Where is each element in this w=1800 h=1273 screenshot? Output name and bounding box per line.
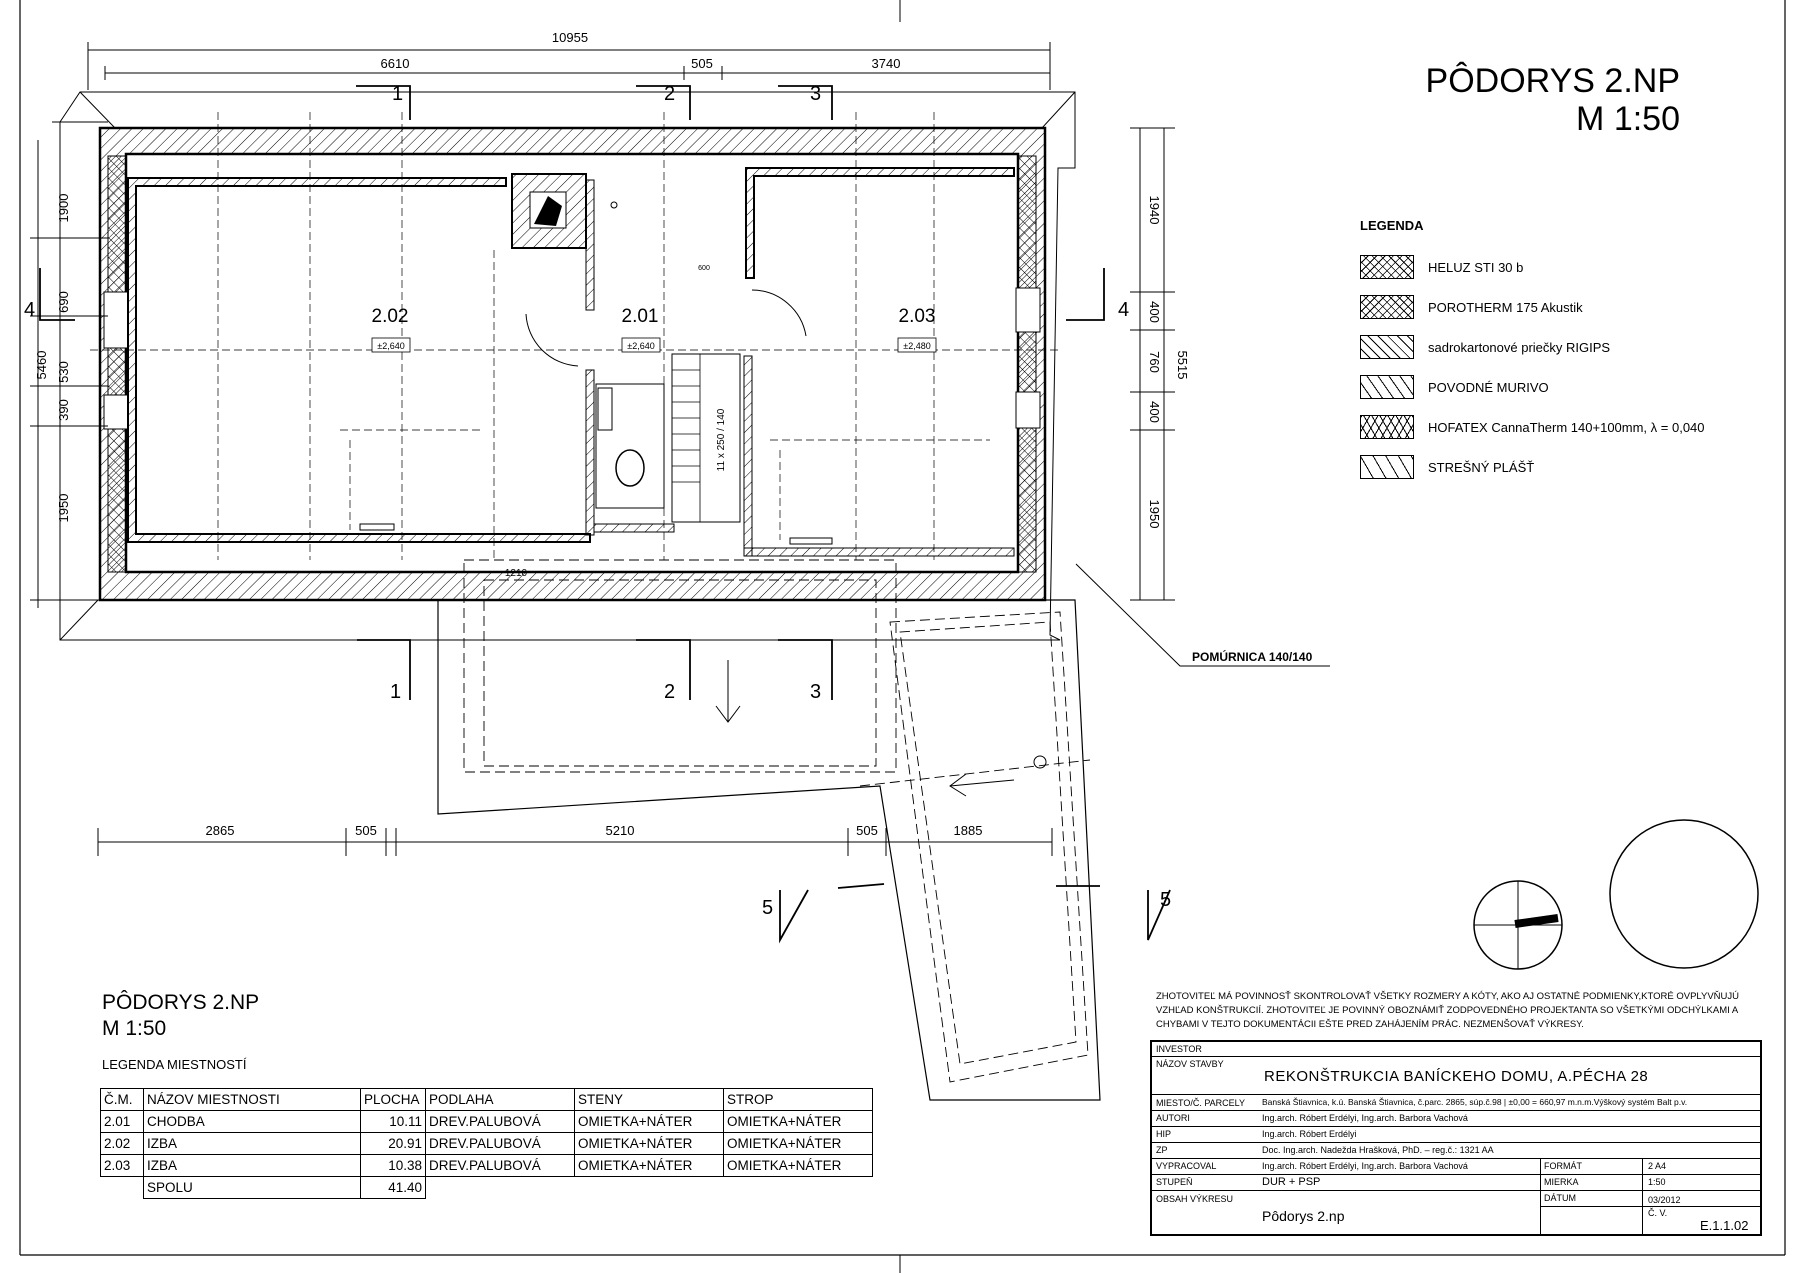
- dim-left-a: 1900: [56, 193, 71, 223]
- shower: [598, 388, 612, 430]
- legend-item: [1360, 447, 1705, 487]
- cell: OMIETKA+NÁTER: [724, 1111, 873, 1133]
- tb-label: DÁTUM: [1544, 1193, 1576, 1203]
- window-right: [1016, 288, 1040, 332]
- dim-left-d: 390: [56, 399, 71, 421]
- cell: DREV.PALUBOVÁ: [426, 1111, 575, 1133]
- cell: DREV.PALUBOVÁ: [426, 1133, 575, 1155]
- radiator: [360, 524, 394, 530]
- room-203-walls: [746, 168, 1014, 278]
- dim-right-total: 5515: [1175, 350, 1190, 380]
- tb-label: MIERKA: [1544, 1177, 1579, 1187]
- col-header: STENY: [575, 1089, 724, 1111]
- cell: OMIETKA+NÁTER: [724, 1155, 873, 1177]
- section-3-bottom: 3: [810, 681, 822, 703]
- room-id-201: 2.01: [621, 306, 659, 327]
- legend-item: [1360, 327, 1705, 367]
- room-schedule-title: [102, 990, 259, 1042]
- cell-empty: [101, 1177, 144, 1199]
- cell: OMIETKA+NÁTER: [575, 1111, 724, 1133]
- partition-wall: [586, 180, 594, 310]
- title-block: [1150, 1040, 1762, 1236]
- stage: DUR + PSP: [1262, 1176, 1321, 1188]
- project-location: Banská Štiavnica, k.ú. Banská Štiavnica, č.parc. 2865, súp.č.98 | ±0,00 = 660,97 m.n.m.Výškový systém Balt p.v.: [1262, 1097, 1688, 1107]
- col-header: PODLAHA: [426, 1089, 575, 1111]
- drawing-scale: M 1:50: [1576, 100, 1680, 138]
- room-level-203: ±2,480: [903, 341, 931, 351]
- dim-bottom-1: 2865: [205, 823, 235, 838]
- date: 03/2012: [1648, 1195, 1681, 1205]
- stamp-circle: [1610, 820, 1758, 968]
- dim-bottom-5: 1885: [953, 823, 983, 838]
- section-2-bottom: 2: [664, 681, 676, 703]
- material-legend: [1360, 218, 1705, 487]
- room-id-202: 2.02: [371, 306, 409, 327]
- zp: Doc. Ing.arch. Nadežda Hrašková, PhD. – reg.č.: 1321 AA: [1262, 1145, 1494, 1155]
- legend-swatch: [1360, 375, 1414, 399]
- door-swing: [526, 314, 578, 366]
- beam-label: POMÚRNICA 140/140: [1192, 650, 1313, 664]
- tb-label: OBSAH VÝKRESU: [1156, 1194, 1234, 1204]
- legend-swatch: [1360, 335, 1414, 359]
- partition-wall: [744, 548, 1014, 556]
- legend-swatch: [1360, 415, 1414, 439]
- tb-label: INVESTOR: [1156, 1044, 1202, 1054]
- dimension-lines: [30, 42, 1175, 856]
- cell: DREV.PALUBOVÁ: [426, 1155, 575, 1177]
- hip: Ing.arch. Róbert Erdélyi: [1262, 1129, 1357, 1139]
- cell-empty: [575, 1177, 724, 1199]
- cell: OMIETKA+NÁTER: [575, 1133, 724, 1155]
- section-4-left: 4: [24, 299, 36, 321]
- prepared-by: Ing.arch. Róbert Erdélyi, Ing.arch. Barbora Vachová: [1262, 1161, 1468, 1171]
- cell: 2.01: [101, 1111, 144, 1133]
- stair-treads: [672, 354, 700, 522]
- room-id-203: 2.03: [898, 306, 936, 327]
- legend-label: sadrokartonové priečky RIGIPS: [1428, 339, 1611, 355]
- tb-label: STUPEŇ: [1156, 1177, 1193, 1187]
- legend-item: [1360, 367, 1705, 407]
- legend-item: [1360, 287, 1705, 327]
- cell: IZBA: [144, 1155, 361, 1177]
- authors: Ing.arch. Róbert Erdélyi, Ing.arch. Barbora Vachová: [1262, 1113, 1468, 1123]
- drawing-content: Pôdorys 2.np: [1262, 1208, 1345, 1224]
- slope-arrow: [950, 780, 1014, 786]
- dim-total-top: 10955: [551, 30, 589, 45]
- legend-swatch: [1360, 255, 1414, 279]
- legend-label: POROTHERM 175 Akustik: [1428, 299, 1583, 315]
- dim-bottom-2: 505: [355, 823, 377, 838]
- section-4-right: 4: [1118, 299, 1130, 321]
- contractor-note: ZHOTOVITEĽ MÁ POVINNOSŤ SKONTROLOVAŤ VŠETKY ROZMERY A KÓTY, AKO AJ OSTATNÉ PODMIENKY,KTORÉ OVPLYVŇUJÚ VZHĽAD KONŠTRUKCIÍ. ZHOTOVITEĽ JE POVINNÝ OBOZNÁMIŤ ZODPOVEDNÉHO PROJEKTANTA SO VŠETKÝMI ODCHÝLKAMI A CHYBAMI V TEJTO DOKUMENTÁCII EŠTE PRED ZAHÁJENÍM PRÁC. NEZMENŠOVAŤ VÝKRESY.: [1156, 991, 1739, 1030]
- cell: IZBA: [144, 1133, 361, 1155]
- cell-empty: [426, 1177, 575, 1199]
- room-schedule-title-line1: PÔDORYS 2.NP: [102, 991, 260, 1014]
- drawing-number: E.1.1.02: [1700, 1218, 1749, 1233]
- section-1-bottom: 1: [390, 681, 402, 703]
- dim-right-a: 1940: [1147, 195, 1162, 225]
- table-row: [101, 1155, 873, 1177]
- col-header: STROP: [724, 1089, 873, 1111]
- dim-right-d: 400: [1147, 401, 1162, 423]
- cell: 2.03: [101, 1155, 144, 1177]
- drawing-title: [1426, 62, 1680, 138]
- col-header: PLOCHA: [361, 1089, 426, 1111]
- room-schedule-scale: M 1:50: [102, 1017, 167, 1040]
- building-lower-outline: [438, 600, 1100, 1100]
- cell: CHODBA: [144, 1111, 361, 1133]
- legend-label: STREŠNÝ PLÁŠŤ: [1428, 459, 1535, 475]
- dim-bottom-4: 505: [856, 823, 878, 838]
- legend-item: [1360, 247, 1705, 287]
- scale: 1:50: [1648, 1177, 1666, 1187]
- tb-label: Č. V.: [1648, 1208, 1668, 1218]
- door-dim-label: 600: [698, 265, 710, 272]
- legend-item: [1360, 407, 1705, 447]
- partition-wall: [744, 356, 752, 556]
- dim-top-a: 6610: [380, 56, 410, 71]
- dim-right-c: 760: [1147, 351, 1162, 373]
- fixture-point: [611, 202, 617, 208]
- cell-empty: [724, 1177, 873, 1199]
- format: 2 A4: [1648, 1161, 1667, 1171]
- table-header-row: [101, 1089, 873, 1111]
- room-level-201: ±2,640: [627, 341, 655, 351]
- stair: [672, 354, 740, 522]
- window-left: [104, 395, 128, 429]
- legend-label: POVODNÉ MURIVO: [1428, 379, 1549, 395]
- tb-label: NÁZOV STAVBY: [1156, 1059, 1224, 1069]
- small-dim-label: 1210: [504, 568, 528, 579]
- cell: 10.38: [361, 1155, 426, 1177]
- cell: 20.91: [361, 1133, 426, 1155]
- total-label: SPOLU: [144, 1177, 361, 1199]
- table-row: [101, 1111, 873, 1133]
- section-3-top: 3: [810, 83, 822, 105]
- section-5-left: 5: [762, 897, 774, 919]
- room-level-202: ±2,640: [377, 341, 405, 351]
- legend-swatch: [1360, 455, 1414, 479]
- dim-top-c: 3740: [871, 56, 901, 71]
- tb-label: AUTORI: [1156, 1113, 1190, 1123]
- roof-hip-line: [80, 92, 115, 128]
- col-header: NÁZOV MIESTNOSTI: [144, 1089, 361, 1111]
- fixture-point: [1034, 756, 1046, 768]
- legend-label: HELUZ STI 30 b: [1428, 259, 1524, 275]
- section-markers: [40, 86, 1170, 940]
- tb-label: HIP: [1156, 1129, 1172, 1139]
- room-legend-title: LEGENDA MIESTNOSTÍ: [102, 1057, 247, 1072]
- cell: OMIETKA+NÁTER: [575, 1155, 724, 1177]
- dim-bottom-3: 5210: [605, 823, 635, 838]
- window-right: [1016, 392, 1040, 428]
- window-left: [104, 292, 128, 348]
- dim-right-e: 1950: [1147, 499, 1162, 529]
- section-5-right: 5: [1160, 889, 1172, 911]
- drawing-title-line1: PÔDORYS 2.NP: [1425, 62, 1680, 100]
- partition-wall: [586, 370, 594, 535]
- legend-title: LEGENDA: [1360, 218, 1424, 233]
- section-2-top: 2: [664, 83, 676, 105]
- col-header: Č.M.: [101, 1089, 144, 1111]
- insulation-left: [108, 156, 126, 572]
- cell: OMIETKA+NÁTER: [724, 1133, 873, 1155]
- insulation-right: [1018, 156, 1036, 572]
- toilet: [616, 450, 644, 486]
- project-name: REKONŠTRUKCIA BANÍCKEHO DOMU, A.PÉCHA 28: [1264, 1068, 1649, 1085]
- tb-label: VYPRACOVAL: [1156, 1161, 1217, 1171]
- total-value: 41.40: [361, 1177, 426, 1199]
- dim-left-total: 5460: [34, 350, 49, 380]
- door-swing: [752, 290, 806, 336]
- table-total-row: [101, 1177, 873, 1199]
- roof-hip-line: [1042, 92, 1075, 128]
- room-schedule-table: [100, 1088, 873, 1199]
- legend-label: HOFATEX CannaTherm 140+100mm, λ = 0,040: [1428, 419, 1705, 435]
- table-row: [101, 1133, 873, 1155]
- stair-label: 11 x 250 / 140: [716, 408, 727, 472]
- dim-left-c: 530: [56, 361, 71, 383]
- dim-left-b: 690: [56, 291, 71, 313]
- cell: 10.11: [361, 1111, 426, 1133]
- bathroom-fixtures: [596, 384, 664, 508]
- tb-label: MIESTO/Č. PARCELY: [1156, 1098, 1246, 1108]
- tb-label: ZP: [1156, 1145, 1168, 1155]
- radiator: [790, 538, 832, 544]
- dim-right-b: 400: [1147, 301, 1162, 323]
- dim-top-b: 505: [691, 56, 713, 71]
- legend-swatch: [1360, 295, 1414, 319]
- section-1-top: 1: [392, 83, 404, 105]
- roof-hip-line: [60, 600, 98, 640]
- north-arrow: [1515, 918, 1558, 924]
- lower-floor-outline: [464, 560, 1090, 1082]
- cell: 2.02: [101, 1133, 144, 1155]
- partition-wall: [594, 524, 674, 532]
- tb-label: FORMÁT: [1544, 1161, 1582, 1171]
- dim-left-e: 1950: [56, 493, 71, 523]
